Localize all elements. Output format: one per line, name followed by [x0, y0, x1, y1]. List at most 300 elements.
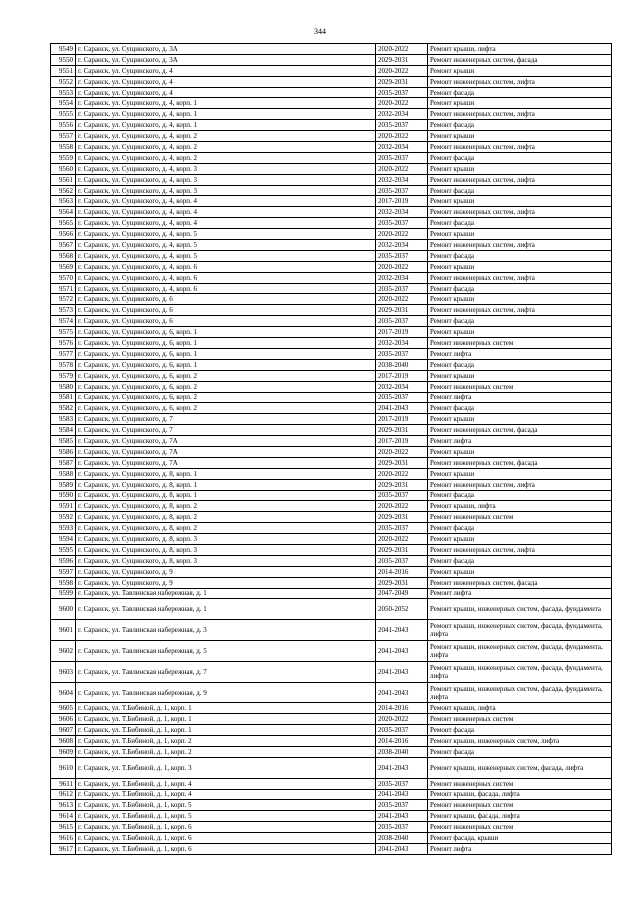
- address-cell: г. Саранск, ул. Т.Бибиной, д. 1, корп. 2: [76, 746, 376, 757]
- table-row: [51, 65, 612, 76]
- table-row: [51, 822, 612, 833]
- work-type-cell: Ремонт крыши: [428, 327, 612, 338]
- work-type-cell: Ремонт фасада: [428, 403, 612, 414]
- row-number-cell: 9569: [51, 261, 76, 272]
- period-cell: 2035-2037: [376, 822, 428, 833]
- work-type-cell: Ремонт лифта: [428, 392, 612, 403]
- row-number-cell: 9602: [51, 641, 76, 662]
- row-number-cell: 9608: [51, 736, 76, 747]
- table-row: [51, 555, 612, 566]
- period-cell: 2038-2040: [376, 833, 428, 844]
- address-cell: г. Саранск, ул. Сущинского, д. 9: [76, 566, 376, 577]
- address-cell: г. Саранск, ул. Сущинского, д. 4, корп. 5: [76, 240, 376, 251]
- table-row: [51, 316, 612, 327]
- row-number-cell: 9597: [51, 566, 76, 577]
- table-row: [51, 76, 612, 87]
- address-cell: г. Саранск, ул. Сущинского, д. 6, корп. 1: [76, 327, 376, 338]
- row-number-cell: 9565: [51, 218, 76, 229]
- period-cell: 2017-2019: [376, 327, 428, 338]
- table-row: [51, 425, 612, 436]
- row-number-cell: 9591: [51, 501, 76, 512]
- work-type-cell: Ремонт инженерных систем: [428, 778, 612, 789]
- row-number-cell: 9552: [51, 76, 76, 87]
- row-number-cell: 9592: [51, 512, 76, 523]
- address-cell: г. Саранск, ул. Сущинского, д. 8, корп. 2: [76, 501, 376, 512]
- address-cell: г. Саранск, ул. Сущинского, д. 4, корп. 6: [76, 261, 376, 272]
- address-cell: г. Саранск, ул. Сущинского, д. 6, корп. 2: [76, 381, 376, 392]
- period-cell: 2014-2016: [376, 736, 428, 747]
- period-cell: 2041-2043: [376, 620, 428, 641]
- address-cell: г. Саранск, ул. Сущинского, д. 4: [76, 65, 376, 76]
- row-number-cell: 9603: [51, 661, 76, 682]
- period-cell: 2020-2022: [376, 534, 428, 545]
- work-type-cell: Ремонт крыши, лифта: [428, 501, 612, 512]
- period-cell: 2020-2022: [376, 229, 428, 240]
- period-cell: 2029-2031: [376, 457, 428, 468]
- address-cell: г. Саранск, ул. Сущинского, д. 8, корп. 2: [76, 523, 376, 534]
- period-cell: 2035-2037: [376, 490, 428, 501]
- work-type-cell: Ремонт крыши, инженерных систем, фасада, фундамента, лифта: [428, 620, 612, 641]
- table-row: [51, 218, 612, 229]
- address-cell: г. Саранск, ул. Сущинского, д. 8, корп. 1: [76, 479, 376, 490]
- work-type-cell: Ремонт фасада: [428, 218, 612, 229]
- period-cell: 2014-2016: [376, 566, 428, 577]
- address-cell: г. Саранск, ул. Сущинского, д. 8, корп. 2: [76, 512, 376, 523]
- row-number-cell: 9604: [51, 682, 76, 703]
- row-number-cell: 9601: [51, 620, 76, 641]
- address-cell: г. Саранск, ул. Сущинского, д. 4, корп. 4: [76, 196, 376, 207]
- work-type-cell: Ремонт лифта: [428, 348, 612, 359]
- work-type-cell: Ремонт инженерных систем: [428, 714, 612, 725]
- address-cell: г. Саранск, ул. Т.Бибиной, д. 1, корп. 5: [76, 800, 376, 811]
- work-type-cell: Ремонт крыши, лифта: [428, 703, 612, 714]
- work-type-cell: Ремонт инженерных систем, лифта: [428, 305, 612, 316]
- table-row: [51, 120, 612, 131]
- period-cell: 2032-2034: [376, 174, 428, 185]
- period-cell: 2035-2037: [376, 523, 428, 534]
- table-row: [51, 588, 612, 599]
- table-row: [51, 98, 612, 109]
- work-type-cell: Ремонт крыши, инженерных систем, лифта: [428, 736, 612, 747]
- table-row: [51, 142, 612, 153]
- table-row: [51, 577, 612, 588]
- work-type-cell: Ремонт крыши: [428, 163, 612, 174]
- address-cell: г. Саранск, ул. Сущинского, д. 7А: [76, 436, 376, 447]
- table-row: [51, 327, 612, 338]
- row-number-cell: 9581: [51, 392, 76, 403]
- work-type-cell: Ремонт крыши: [428, 534, 612, 545]
- period-cell: 2020-2022: [376, 294, 428, 305]
- table-row: [51, 661, 612, 682]
- address-cell: г. Саранск, ул. Тавлинская набережная, д. 7: [76, 661, 376, 682]
- address-cell: г. Саранск, ул. Т.Бибиной, д. 1, корп. 3: [76, 757, 376, 778]
- table-row: [51, 757, 612, 778]
- address-cell: г. Саранск, ул. Т.Бибиной, д. 1, корп. 2: [76, 736, 376, 747]
- address-cell: г. Саранск, ул. Сущинского, д. 4, корп. 5: [76, 229, 376, 240]
- address-cell: г. Саранск, ул. Сущинского, д. 4, корп. 4: [76, 207, 376, 218]
- address-cell: г. Саранск, ул. Т.Бибиной, д. 1, корп. 4: [76, 778, 376, 789]
- page-number: 344: [314, 27, 326, 36]
- work-type-cell: Ремонт инженерных систем, лифта: [428, 109, 612, 120]
- row-number-cell: 9586: [51, 446, 76, 457]
- work-type-cell: Ремонт крыши: [428, 294, 612, 305]
- row-number-cell: 9606: [51, 714, 76, 725]
- work-type-cell: Ремонт инженерных систем, лифта: [428, 142, 612, 153]
- table-row: [51, 152, 612, 163]
- table-row: [51, 725, 612, 736]
- row-number-cell: 9596: [51, 555, 76, 566]
- period-cell: 2029-2031: [376, 425, 428, 436]
- work-type-cell: Ремонт фасада: [428, 359, 612, 370]
- work-type-cell: Ремонт инженерных систем, лифта: [428, 272, 612, 283]
- work-type-cell: Ремонт лифта: [428, 588, 612, 599]
- row-number-cell: 9577: [51, 348, 76, 359]
- work-type-cell: Ремонт фасада, крыши: [428, 833, 612, 844]
- address-cell: г. Саранск, ул. Сущинского, д. 3А: [76, 44, 376, 55]
- address-cell: г. Саранск, ул. Сущинского, д. 8, корп. 3: [76, 534, 376, 545]
- period-cell: 2032-2034: [376, 207, 428, 218]
- row-number-cell: 9585: [51, 436, 76, 447]
- period-cell: 2035-2037: [376, 250, 428, 261]
- table-row: [51, 338, 612, 349]
- row-number-cell: 9551: [51, 65, 76, 76]
- work-type-cell: Ремонт крыши, инженерных систем, фасада, лифта: [428, 757, 612, 778]
- address-cell: г. Саранск, ул. Сущинского, д. 8, корп. 3: [76, 555, 376, 566]
- row-number-cell: 9595: [51, 544, 76, 555]
- address-cell: г. Саранск, ул. Сущинского, д. 4, корп. 5: [76, 250, 376, 261]
- table-row: [51, 381, 612, 392]
- work-type-cell: Ремонт фасада: [428, 523, 612, 534]
- period-cell: 2035-2037: [376, 218, 428, 229]
- work-type-cell: Ремонт крыши: [428, 98, 612, 109]
- address-cell: г. Саранск, ул. Сущинского, д. 4, корп. 2: [76, 131, 376, 142]
- period-cell: 2020-2022: [376, 501, 428, 512]
- address-cell: г. Саранск, ул. Т.Бибиной, д. 1, корп. 5: [76, 811, 376, 822]
- period-cell: 2035-2037: [376, 725, 428, 736]
- work-type-cell: Ремонт инженерных систем, фасада: [428, 457, 612, 468]
- row-number-cell: 9594: [51, 534, 76, 545]
- address-cell: г. Саранск, ул. Сущинского, д. 4, корп. 2: [76, 142, 376, 153]
- table-body: [51, 44, 612, 855]
- work-type-cell: Ремонт фасада: [428, 283, 612, 294]
- work-type-cell: Ремонт инженерных систем, фасада: [428, 577, 612, 588]
- table-row: [51, 714, 612, 725]
- repair-schedule-table: [50, 43, 612, 855]
- table-row: [51, 348, 612, 359]
- period-cell: 2035-2037: [376, 120, 428, 131]
- period-cell: 2029-2031: [376, 479, 428, 490]
- work-type-cell: Ремонт фасада: [428, 152, 612, 163]
- table-row: [51, 512, 612, 523]
- row-number-cell: 9579: [51, 370, 76, 381]
- work-type-cell: Ремонт крыши, инженерных систем, фасада, фундамента, лифта: [428, 641, 612, 662]
- row-number-cell: 9578: [51, 359, 76, 370]
- table-row: [51, 283, 612, 294]
- work-type-cell: Ремонт крыши: [428, 468, 612, 479]
- table-row: [51, 468, 612, 479]
- address-cell: г. Саранск, ул. Т.Бибиной, д. 1, корп. 6: [76, 844, 376, 855]
- work-type-cell: Ремонт фасада: [428, 185, 612, 196]
- address-cell: г. Саранск, ул. Сущинского, д. 6, корп. 1: [76, 338, 376, 349]
- address-cell: г. Саранск, ул. Сущинского, д. 9: [76, 577, 376, 588]
- work-type-cell: Ремонт фасада: [428, 316, 612, 327]
- period-cell: 2017-2019: [376, 196, 428, 207]
- row-number-cell: 9607: [51, 725, 76, 736]
- table-row: [51, 229, 612, 240]
- table-row: [51, 240, 612, 251]
- table-row: [51, 833, 612, 844]
- period-cell: 2050-2052: [376, 599, 428, 620]
- address-cell: г. Саранск, ул. Сущинского, д. 4, корп. 1: [76, 98, 376, 109]
- work-type-cell: Ремонт крыши, лифта: [428, 44, 612, 55]
- period-cell: 2038-2040: [376, 746, 428, 757]
- period-cell: 2041-2043: [376, 811, 428, 822]
- table-row: [51, 703, 612, 714]
- address-cell: г. Саранск, ул. Сущинского, д. 4: [76, 87, 376, 98]
- period-cell: 2020-2022: [376, 163, 428, 174]
- table-row: [51, 414, 612, 425]
- address-cell: г. Саранск, ул. Сущинского, д. 8, корп. 1: [76, 468, 376, 479]
- table-row: [51, 174, 612, 185]
- period-cell: 2020-2022: [376, 65, 428, 76]
- work-type-cell: Ремонт крыши: [428, 261, 612, 272]
- row-number-cell: 9576: [51, 338, 76, 349]
- table-row: [51, 436, 612, 447]
- work-type-cell: Ремонт крыши: [428, 446, 612, 457]
- table-row: [51, 272, 612, 283]
- period-cell: 2029-2031: [376, 54, 428, 65]
- period-cell: 2020-2022: [376, 261, 428, 272]
- address-cell: г. Саранск, ул. Т.Бибиной, д. 1, корп. 1: [76, 703, 376, 714]
- period-cell: 2035-2037: [376, 152, 428, 163]
- table-row: [51, 523, 612, 534]
- table-row: [51, 566, 612, 577]
- row-number-cell: 9582: [51, 403, 76, 414]
- table-row: [51, 131, 612, 142]
- address-cell: г. Саранск, ул. Сущинского, д. 6, корп. 1: [76, 359, 376, 370]
- period-cell: 2041-2043: [376, 641, 428, 662]
- address-cell: г. Саранск, ул. Тавлинская набережная, д. 5: [76, 641, 376, 662]
- table-row: [51, 305, 612, 316]
- address-cell: г. Саранск, ул. Сущинского, д. 7: [76, 414, 376, 425]
- row-number-cell: 9616: [51, 833, 76, 844]
- address-cell: г. Саранск, ул. Сущинского, д. 4, корп. 3: [76, 174, 376, 185]
- row-number-cell: 9550: [51, 54, 76, 65]
- work-type-cell: Ремонт фасада: [428, 725, 612, 736]
- table-row: [51, 501, 612, 512]
- work-type-cell: Ремонт крыши, инженерных систем, фасада, фундамента, лифта: [428, 682, 612, 703]
- period-cell: 2035-2037: [376, 87, 428, 98]
- address-cell: г. Саранск, ул. Сущинского, д. 4, корп. 3: [76, 163, 376, 174]
- row-number-cell: 9583: [51, 414, 76, 425]
- period-cell: 2035-2037: [376, 800, 428, 811]
- work-type-cell: Ремонт крыши: [428, 414, 612, 425]
- period-cell: 2029-2031: [376, 76, 428, 87]
- address-cell: г. Саранск, ул. Сущинского, д. 7А: [76, 446, 376, 457]
- period-cell: 2029-2031: [376, 305, 428, 316]
- row-number-cell: 9567: [51, 240, 76, 251]
- period-cell: 2020-2022: [376, 44, 428, 55]
- address-cell: г. Саранск, ул. Сущинского, д. 3А: [76, 54, 376, 65]
- address-cell: г. Саранск, ул. Сущинского, д. 7А: [76, 457, 376, 468]
- table-row: [51, 44, 612, 55]
- address-cell: г. Саранск, ул. Тавлинская набережная, д. 3: [76, 620, 376, 641]
- row-number-cell: 9568: [51, 250, 76, 261]
- table-row: [51, 207, 612, 218]
- address-cell: г. Саранск, ул. Т.Бибиной, д. 1, корп. 6: [76, 822, 376, 833]
- address-cell: г. Саранск, ул. Т.Бибиной, д. 1, корп. 6: [76, 833, 376, 844]
- table-row: [51, 457, 612, 468]
- work-type-cell: Ремонт инженерных систем: [428, 338, 612, 349]
- row-number-cell: 9588: [51, 468, 76, 479]
- work-type-cell: Ремонт крыши: [428, 196, 612, 207]
- work-type-cell: Ремонт лифта: [428, 436, 612, 447]
- period-cell: 2017-2019: [376, 414, 428, 425]
- work-type-cell: Ремонт инженерных систем, лифта: [428, 174, 612, 185]
- row-number-cell: 9555: [51, 109, 76, 120]
- row-number-cell: 9553: [51, 87, 76, 98]
- period-cell: 2032-2034: [376, 109, 428, 120]
- table-row: [51, 359, 612, 370]
- period-cell: 2041-2043: [376, 661, 428, 682]
- address-cell: г. Саранск, ул. Сущинского, д. 6: [76, 316, 376, 327]
- address-cell: г. Саранск, ул. Сущинского, д. 4, корп. 1: [76, 120, 376, 131]
- table-row: [51, 620, 612, 641]
- work-type-cell: Ремонт инженерных систем, лифта: [428, 479, 612, 490]
- row-number-cell: 9599: [51, 588, 76, 599]
- row-number-cell: 9571: [51, 283, 76, 294]
- period-cell: 2020-2022: [376, 468, 428, 479]
- work-type-cell: Ремонт фасада: [428, 490, 612, 501]
- row-number-cell: 9610: [51, 757, 76, 778]
- row-number-cell: 9593: [51, 523, 76, 534]
- period-cell: 2035-2037: [376, 316, 428, 327]
- period-cell: 2035-2037: [376, 555, 428, 566]
- row-number-cell: 9562: [51, 185, 76, 196]
- address-cell: г. Саранск, ул. Тавлинская набережная, д. 9: [76, 682, 376, 703]
- work-type-cell: Ремонт крыши, инженерных систем, фасада, фундамента: [428, 599, 612, 620]
- row-number-cell: 9580: [51, 381, 76, 392]
- period-cell: 2035-2037: [376, 185, 428, 196]
- address-cell: г. Саранск, ул. Сущинского, д. 8, корп. 1: [76, 490, 376, 501]
- work-type-cell: Ремонт фасада: [428, 555, 612, 566]
- work-type-cell: Ремонт инженерных систем, лифта: [428, 240, 612, 251]
- work-type-cell: Ремонт лифта: [428, 844, 612, 855]
- period-cell: 2032-2034: [376, 142, 428, 153]
- address-cell: г. Саранск, ул. Сущинского, д. 6: [76, 305, 376, 316]
- work-type-cell: Ремонт инженерных систем, лифта: [428, 207, 612, 218]
- work-type-cell: Ремонт инженерных систем, лифта: [428, 76, 612, 87]
- row-number-cell: 9613: [51, 800, 76, 811]
- row-number-cell: 9549: [51, 44, 76, 55]
- row-number-cell: 9609: [51, 746, 76, 757]
- table-row: [51, 778, 612, 789]
- row-number-cell: 9558: [51, 142, 76, 153]
- address-cell: г. Саранск, ул. Сущинского, д. 6, корп. 2: [76, 370, 376, 381]
- table-row: [51, 163, 612, 174]
- table-row: [51, 446, 612, 457]
- row-number-cell: 9556: [51, 120, 76, 131]
- row-number-cell: 9605: [51, 703, 76, 714]
- address-cell: г. Саранск, ул. Сущинского, д. 6, корп. 2: [76, 392, 376, 403]
- period-cell: 2020-2022: [376, 131, 428, 142]
- row-number-cell: 9614: [51, 811, 76, 822]
- work-type-cell: Ремонт крыши, фасада, лифта: [428, 811, 612, 822]
- table-row: [51, 736, 612, 747]
- row-number-cell: 9557: [51, 131, 76, 142]
- period-cell: 2017-2019: [376, 370, 428, 381]
- address-cell: г. Саранск, ул. Сущинского, д. 4, корп. 6: [76, 283, 376, 294]
- period-cell: 2041-2043: [376, 682, 428, 703]
- period-cell: 2029-2031: [376, 577, 428, 588]
- table-row: [51, 261, 612, 272]
- address-cell: г. Саранск, ул. Сущинского, д. 6, корп. 2: [76, 403, 376, 414]
- row-number-cell: 9584: [51, 425, 76, 436]
- table-row: [51, 87, 612, 98]
- work-type-cell: Ремонт инженерных систем, фасада: [428, 54, 612, 65]
- period-cell: 2035-2037: [376, 392, 428, 403]
- period-cell: 2029-2031: [376, 544, 428, 555]
- work-type-cell: Ремонт инженерных систем: [428, 381, 612, 392]
- period-cell: 2035-2037: [376, 778, 428, 789]
- table-row: [51, 109, 612, 120]
- address-cell: г. Саранск, ул. Сущинского, д. 6: [76, 294, 376, 305]
- address-cell: г. Саранск, ул. Сущинского, д. 4, корп. 3: [76, 185, 376, 196]
- table-row: [51, 490, 612, 501]
- table-row: [51, 844, 612, 855]
- table-row: [51, 294, 612, 305]
- row-number-cell: 9612: [51, 789, 76, 800]
- table-row: [51, 544, 612, 555]
- row-number-cell: 9590: [51, 490, 76, 501]
- table-row: [51, 403, 612, 414]
- row-number-cell: 9564: [51, 207, 76, 218]
- work-type-cell: Ремонт фасада: [428, 746, 612, 757]
- period-cell: 2029-2031: [376, 512, 428, 523]
- table-row: [51, 811, 612, 822]
- table-row: [51, 800, 612, 811]
- period-cell: 2041-2043: [376, 757, 428, 778]
- address-cell: г. Саранск, ул. Т.Бибиной, д. 1, корп. 4: [76, 789, 376, 800]
- table-row: [51, 370, 612, 381]
- row-number-cell: 9572: [51, 294, 76, 305]
- table-row: [51, 250, 612, 261]
- table-row: [51, 682, 612, 703]
- row-number-cell: 9554: [51, 98, 76, 109]
- period-cell: 2014-2016: [376, 703, 428, 714]
- work-type-cell: Ремонт крыши, фасада, лифта: [428, 789, 612, 800]
- row-number-cell: 9600: [51, 599, 76, 620]
- period-cell: 2020-2022: [376, 714, 428, 725]
- work-type-cell: Ремонт инженерных систем, лифта: [428, 544, 612, 555]
- period-cell: 2020-2022: [376, 446, 428, 457]
- row-number-cell: 9570: [51, 272, 76, 283]
- row-number-cell: 9563: [51, 196, 76, 207]
- period-cell: 2032-2034: [376, 381, 428, 392]
- work-type-cell: Ремонт крыши: [428, 65, 612, 76]
- period-cell: 2047-2049: [376, 588, 428, 599]
- work-type-cell: Ремонт фасада: [428, 120, 612, 131]
- work-type-cell: Ремонт инженерных систем, фасада: [428, 425, 612, 436]
- row-number-cell: 9575: [51, 327, 76, 338]
- address-cell: г. Саранск, ул. Тавлинская набережная, д. 1: [76, 599, 376, 620]
- work-type-cell: Ремонт крыши: [428, 131, 612, 142]
- address-cell: г. Саранск, ул. Тавлинская набережная, д. 1: [76, 588, 376, 599]
- table-row: [51, 789, 612, 800]
- work-type-cell: Ремонт крыши: [428, 229, 612, 240]
- row-number-cell: 9617: [51, 844, 76, 855]
- period-cell: 2017-2019: [376, 436, 428, 447]
